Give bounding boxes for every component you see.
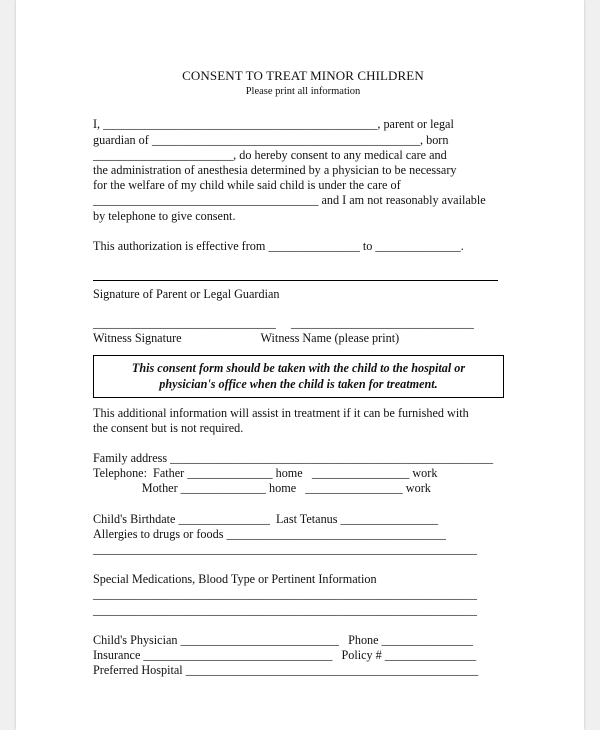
signature-line: [93, 280, 498, 281]
birthdate-tetanus-field: Child's Birthdate _______________ Last Tetanus ________________: [93, 511, 439, 526]
special-medications-label: Special Medications, Blood Type or Pertinent Information: [93, 572, 377, 587]
consent-line: by telephone to give consent.: [93, 208, 236, 223]
consent-paragraph: [93, 117, 513, 223]
physician-field: Child's Physician __________________________ Phone _______________: [93, 632, 474, 647]
preferred-hospital-field: Preferred Hospital ________________________________________________: [93, 663, 479, 678]
consent-line: _______________________, do hereby consent to any medical care and: [93, 147, 447, 162]
special-medications-line: _______________________________________________________________: [93, 587, 477, 602]
authorization-line: This authorization is effective from _______________ to ______________.: [93, 238, 464, 253]
special-medications-line: _______________________________________________________________: [93, 602, 477, 617]
notice-line: physician's office when the child is taken for treatment.: [159, 376, 438, 391]
signature-label: Signature of Parent or Legal Guardian: [93, 287, 280, 302]
consent-line: _____________________________________ and I am not reasonably available: [93, 193, 486, 208]
consent-line: for the welfare of my child while said child is under the care of: [93, 178, 401, 193]
allergies-field: Allergies to drugs or foods ____________________________________: [93, 526, 446, 541]
consent-line: I, _____________________________________________, parent or legal: [93, 117, 454, 132]
document-page: [16, 0, 584, 730]
insurance-field: Insurance _______________________________ Policy # _______________: [93, 648, 477, 663]
additional-info: [93, 406, 513, 436]
additional-info-line: This additional information will assist in treatment if it can be furnished with: [93, 405, 469, 420]
notice-box: [93, 355, 504, 398]
consent-line: the administration of anesthesia determined by a physician to be necessary: [93, 163, 457, 178]
notice-line: This consent form should be taken with the child to the hospital or: [131, 360, 466, 375]
consent-line: guardian of ____________________________________________, born: [93, 132, 449, 147]
telephone-father-field: Telephone: Father ______________ home ________________ work: [93, 466, 438, 481]
witness-lines: ______________________________ ______________________________: [93, 316, 474, 331]
consent-form: [93, 68, 513, 678]
allergies-extra-line: _______________________________________________________________: [93, 542, 477, 557]
telephone-mother-field: Mother ______________ home ________________ work: [93, 481, 431, 496]
form-title: CONSENT TO TREAT MINOR CHILDREN: [182, 68, 424, 83]
additional-info-line: the consent but is not required.: [93, 420, 244, 435]
family-address-field: Family address _____________________________________________________: [93, 451, 494, 466]
witness-labels: Witness Signature Witness Name (please print): [93, 331, 400, 346]
form-subtitle: Please print all information: [245, 86, 361, 98]
